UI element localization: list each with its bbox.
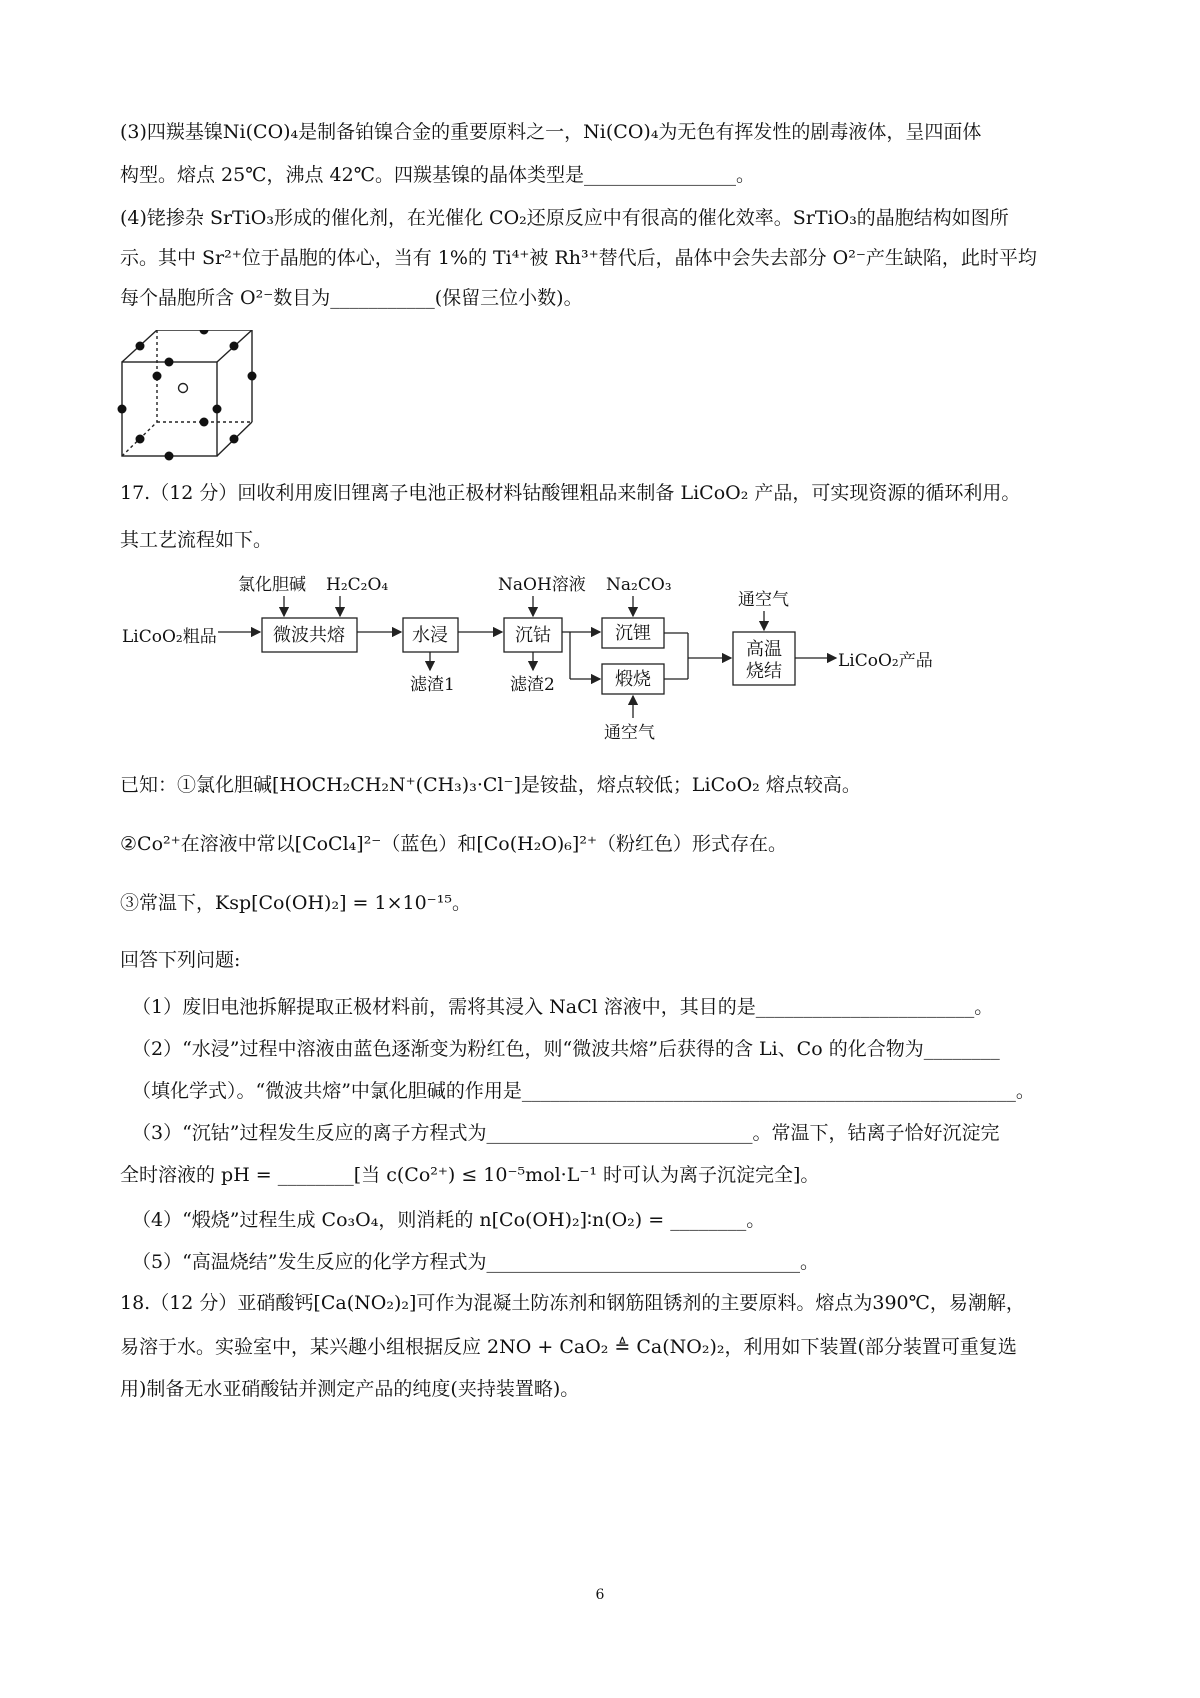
q17-sub2-line1: （2）“水浸”过程中溶液由蓝色逐渐变为粉红色，则“微波共熔”后获得的含 Li、Co 的化合物为________ <box>132 1038 1000 1060</box>
flow-air-bottom: 通空气 <box>604 723 655 743</box>
flow-box-sinter-label-1: 高温 <box>746 639 782 660</box>
atom <box>165 452 174 461</box>
q17-sub4: （4）“煅烧”过程生成 Co₃O₄，则消耗的 n[Co(OH)₂]∶n(O₂) = ________。 <box>132 1209 766 1231</box>
process-flow-diagram <box>110 566 1070 756</box>
q16-part4-line3: 每个晶胞所含 O²⁻数目为___________(保留三位小数)。 <box>120 287 583 309</box>
q18-line3: 用)制备无水亚硝酸钴并测定产品的纯度(夹持装置略)。 <box>120 1378 580 1400</box>
flow-air-top: 通空气 <box>738 590 789 610</box>
atom <box>136 342 145 351</box>
q17-intro-line2: 其工艺流程如下。 <box>120 529 273 551</box>
flow-add-na2co3: Na₂CO₃ <box>606 575 672 595</box>
flow-add-choline: 氯化胆碱 <box>238 575 306 595</box>
q17-sub1: （1）废旧电池拆解提取正极材料前，需将其浸入 NaCl 溶液中，其目的是_______________________。 <box>132 996 994 1018</box>
page-number: 6 <box>595 1587 605 1603</box>
atom <box>213 405 222 414</box>
q17-sub3-line2: 全时溶液的 pH = ________[当 c(Co²⁺) ≤ 10⁻⁵mol·L⁻¹ 时可认为离子沉淀完全]。 <box>120 1164 820 1186</box>
q17-sub3-line1: （3）“沉钴”过程发生反应的离子方程式为____________________________。常温下，钴离子恰好沉淀完 <box>132 1122 1000 1144</box>
atom <box>200 418 209 427</box>
flow-box-cobalt-precip-label: 沉钴 <box>515 625 551 646</box>
q16-part3-line1: (3)四羰基镍Ni(CO)₄是制备铂镍合金的重要原料之一，Ni(CO)₄为无色有挥发性的剧毒液体，呈四面体 <box>120 121 982 143</box>
q16-part3-line2: 构型。熔点 25℃，沸点 42℃。四羰基镍的晶体类型是________________。 <box>120 164 755 186</box>
q16-part4-line1: (4)铑掺杂 SrTiO₃形成的催化剂，在光催化 CO₂还原反应中有很高的催化效率。SrTiO₃的晶胞结构如图所 <box>120 207 1009 229</box>
flow-input-label: LiCoO₂粗品 <box>122 627 217 647</box>
q17-answer-prompt: 回答下列问题: <box>120 949 241 971</box>
flow-add-oxalic: H₂C₂O₄ <box>326 575 389 595</box>
flow-add-naoh: NaOH溶液 <box>498 575 586 595</box>
q17-known-3: ③常温下，Ksp[Co(OH)₂] = 1×10⁻¹⁵。 <box>120 892 471 914</box>
flow-residue-2: 滤渣2 <box>510 675 555 695</box>
q18-line2: 易溶于水。实验室中，某兴趣小组根据反应 2NO + CaO₂ ≜ Ca(NO₂)₂，利用如下装置(部分装置可重复选 <box>120 1336 1017 1358</box>
flow-residue-1: 滤渣1 <box>410 675 455 695</box>
q16-part4-line2: 示。其中 Sr²⁺位于晶胞的体心，当有 1%的 Ti⁴⁺被 Rh³⁺替代后，晶体中会失去部分 O²⁻产生缺陷，此时平均 <box>120 247 1037 269</box>
atom <box>165 358 174 367</box>
flow-box-calcine-label: 煅烧 <box>615 669 651 690</box>
atom <box>200 330 209 335</box>
flow-box-microwave-label: 微波共熔 <box>273 625 345 646</box>
atom <box>230 435 239 444</box>
atom <box>153 372 162 381</box>
atom <box>136 435 145 444</box>
flow-box-water-leach-label: 水浸 <box>412 625 448 646</box>
flow-box-lithium-precip-label: 沉锂 <box>615 623 651 644</box>
atom <box>118 405 127 414</box>
q17-known-1: 已知：①氯化胆碱[HOCH₂CH₂N⁺(CH₃)₃·Cl⁻]是铵盐，熔点较低；LiCoO₂ 熔点较高。 <box>120 774 861 796</box>
q17-intro-line1: 17.（12 分）回收利用废旧锂离子电池正极材料钴酸锂粗品来制备 LiCoO₂ 产品，可实现资源的循环利用。 <box>120 482 1021 504</box>
q17-sub5: （5）“高温烧结”发生反应的化学方程式为_________________________________。 <box>132 1251 820 1273</box>
atom <box>230 342 239 351</box>
crystal-cell-figure <box>112 330 282 465</box>
body-center-atom <box>179 384 188 393</box>
q17-sub2-line2: （填化学式）。“微波共熔”中氯化胆碱的作用是____________________________________________________。 <box>132 1080 1035 1102</box>
flow-box-sinter-label-2: 烧结 <box>746 661 782 682</box>
flow-output-label: LiCoO₂产品 <box>838 651 933 671</box>
q17-known-2: ②Co²⁺在溶液中常以[CoCl₄]²⁻（蓝色）和[Co(H₂O)₆]²⁺（粉红色）形式存在。 <box>120 833 787 855</box>
atom <box>248 372 257 381</box>
q18-line1: 18.（12 分）亚硝酸钙[Ca(NO₂)₂]可作为混凝土防冻剂和钢筋阻锈剂的主要原料。熔点为390℃，易潮解， <box>120 1292 1025 1314</box>
